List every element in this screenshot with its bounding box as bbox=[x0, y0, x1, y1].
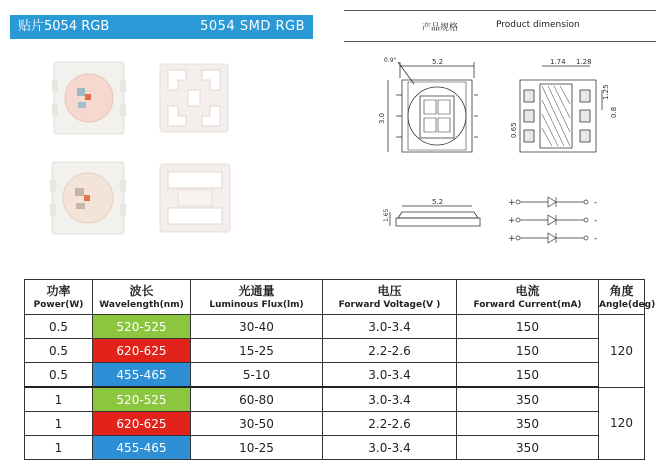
dim-profile-height: 1.65 bbox=[383, 208, 390, 222]
cell-angle: 120 bbox=[599, 387, 645, 460]
svg-text:-: - bbox=[594, 234, 598, 244]
dim-lead-width: 1.74 bbox=[550, 58, 566, 66]
table-header-row bbox=[25, 280, 645, 315]
table-row bbox=[25, 412, 645, 436]
cell-wavelength: 520-525 bbox=[93, 387, 191, 412]
circuit-row-3 bbox=[508, 233, 597, 244]
cell-voltage: 3.0-3.4 bbox=[323, 315, 457, 339]
dim-angle: 0.9° bbox=[384, 57, 397, 64]
dim-lead-width2: 1.28 bbox=[576, 58, 592, 66]
cell-wavelength: 455-465 bbox=[93, 363, 191, 388]
dim-pad: 0.8 bbox=[610, 106, 618, 118]
svg-text:+: + bbox=[508, 198, 516, 208]
led-photo-front-top bbox=[52, 60, 126, 136]
header-voltage: 电压 Forward Voltage(V ) bbox=[323, 280, 457, 315]
cell-voltage: 3.0-3.4 bbox=[323, 387, 457, 412]
svg-text:-: - bbox=[594, 198, 598, 208]
header-wavelength: 波长 Wavelength(nm) bbox=[93, 280, 191, 315]
svg-text:-: - bbox=[594, 216, 598, 226]
cell-power: 0.5 bbox=[25, 315, 93, 339]
profile-view bbox=[383, 198, 480, 226]
dim-top-width: 5.2 bbox=[432, 58, 444, 66]
cell-current: 350 bbox=[457, 387, 599, 412]
svg-text:+: + bbox=[508, 234, 516, 244]
dimension-title-en: Product dimension bbox=[496, 20, 580, 30]
header-angle: 角度 Angle(deg) bbox=[599, 280, 645, 315]
header-power: 功率 Power(W) bbox=[25, 280, 93, 315]
table-row bbox=[25, 315, 645, 339]
circuit-diagram bbox=[508, 197, 597, 244]
cell-current: 150 bbox=[457, 363, 599, 388]
cell-current: 150 bbox=[457, 339, 599, 363]
cell-angle: 120 bbox=[599, 315, 645, 388]
cell-power: 0.5 bbox=[25, 363, 93, 388]
table-row bbox=[25, 387, 645, 412]
cell-flux: 30-40 bbox=[191, 315, 323, 339]
cell-power: 1 bbox=[25, 412, 93, 436]
banner-left-label: 贴片5054 RGB bbox=[18, 19, 110, 34]
table-row bbox=[25, 363, 645, 388]
cell-flux: 15-25 bbox=[191, 339, 323, 363]
cell-flux: 30-50 bbox=[191, 412, 323, 436]
cell-wavelength: 620-625 bbox=[93, 339, 191, 363]
led-photo-back-top bbox=[158, 62, 230, 134]
cell-voltage: 2.2-2.6 bbox=[323, 412, 457, 436]
cell-power: 0.5 bbox=[25, 339, 93, 363]
cell-power: 1 bbox=[25, 436, 93, 460]
dim-pitch: 1.25 bbox=[602, 84, 610, 100]
table-row bbox=[25, 436, 645, 460]
cell-flux: 60-80 bbox=[191, 387, 323, 412]
cell-current: 150 bbox=[457, 315, 599, 339]
cell-wavelength: 620-625 bbox=[93, 412, 191, 436]
header-current: 电流 Forward Current(mA) bbox=[457, 280, 599, 315]
top-view bbox=[378, 57, 478, 152]
cell-wavelength: 455-465 bbox=[93, 436, 191, 460]
dim-pad2: 0.65 bbox=[510, 122, 518, 138]
led-photo-front-bottom bbox=[50, 160, 126, 236]
dim-profile-width: 5.2 bbox=[432, 198, 444, 206]
cell-voltage: 3.0-3.4 bbox=[323, 436, 457, 460]
cell-current: 350 bbox=[457, 436, 599, 460]
cell-power: 1 bbox=[25, 387, 93, 412]
spec-table bbox=[24, 279, 656, 460]
table-row bbox=[25, 339, 645, 363]
led-photo-back-bottom bbox=[158, 162, 232, 234]
circuit-row-1 bbox=[508, 197, 597, 208]
svg-text:+: + bbox=[508, 216, 516, 226]
banner-right-label: 5054 SMD RGB bbox=[200, 19, 305, 34]
header-flux: 光通量 Luminous Flux(lm) bbox=[191, 280, 323, 315]
dimension-header bbox=[344, 10, 656, 42]
cell-flux: 5-10 bbox=[191, 363, 323, 388]
cell-voltage: 2.2-2.6 bbox=[323, 339, 457, 363]
dim-side-height: 3.0 bbox=[378, 112, 386, 124]
pad-view bbox=[510, 58, 618, 152]
circuit-row-2 bbox=[508, 215, 597, 226]
dimension-title-cn: 产品规格 bbox=[422, 23, 459, 33]
cell-flux: 10-25 bbox=[191, 436, 323, 460]
dimension-drawing bbox=[344, 40, 656, 255]
cell-current: 350 bbox=[457, 412, 599, 436]
cell-voltage: 3.0-3.4 bbox=[323, 363, 457, 388]
header-banner bbox=[10, 15, 313, 39]
cell-wavelength: 520-525 bbox=[93, 315, 191, 339]
